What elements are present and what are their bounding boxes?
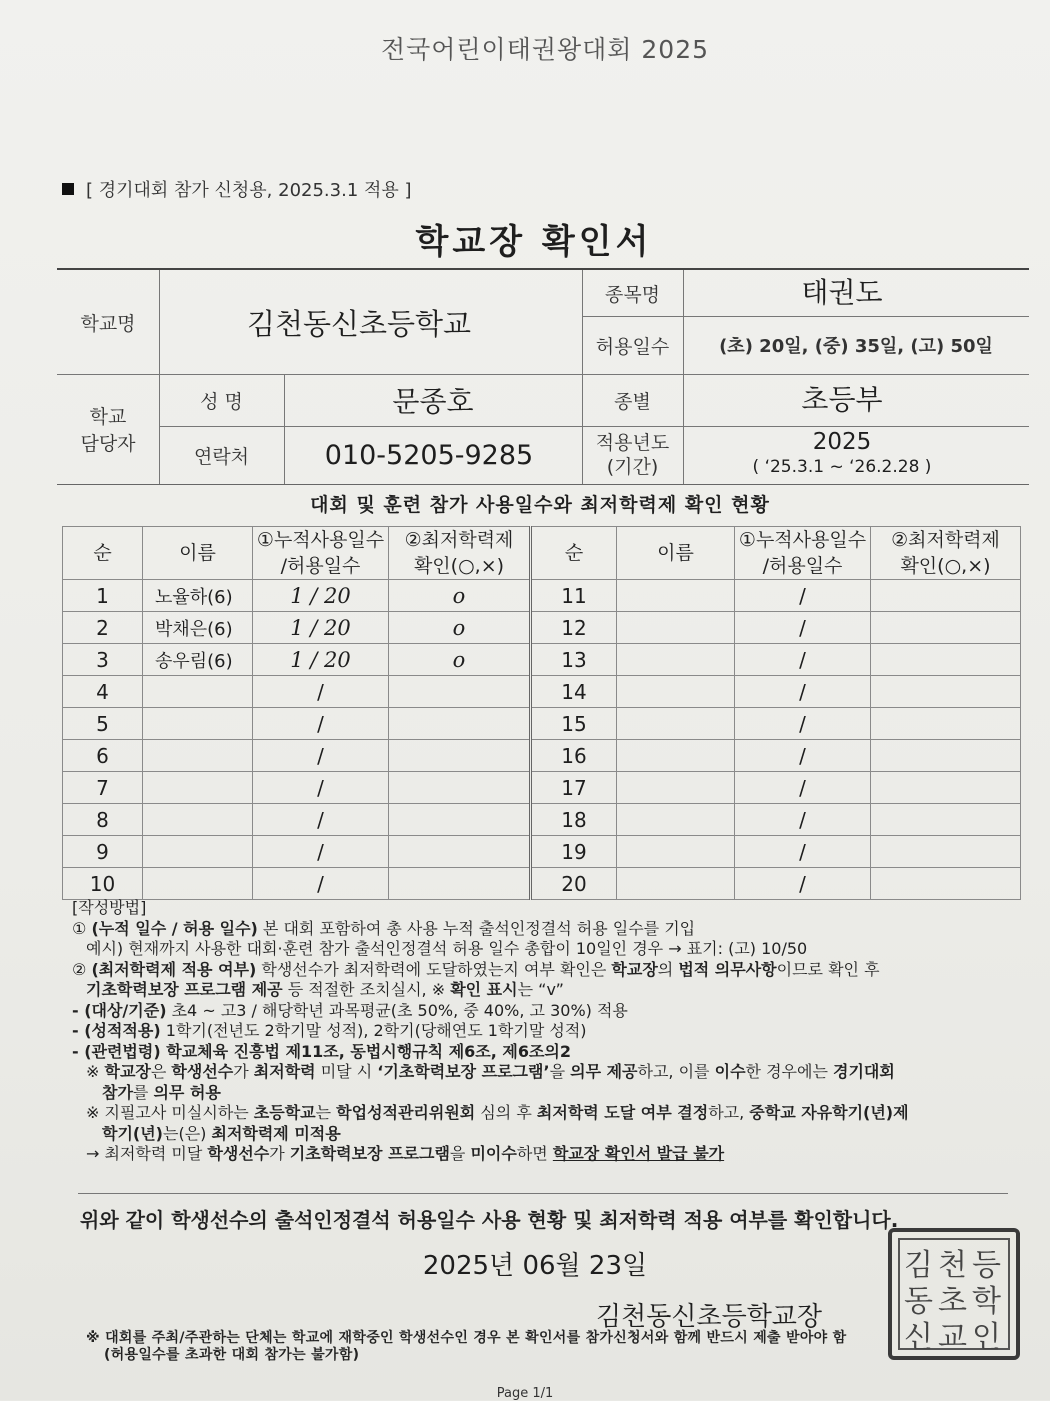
row-no: 6 bbox=[63, 740, 143, 772]
table-row bbox=[63, 740, 1021, 772]
row-no: 5 bbox=[63, 708, 143, 740]
year-label-line2: (기간) bbox=[606, 456, 659, 478]
student-name bbox=[143, 740, 253, 772]
instruction-line-5: - (대상/기준) 초4 ~ 고3 / 해당학년 과목평균(초 50%, 중 40%, 고 30%) 적용 bbox=[72, 1000, 628, 1020]
row-no: 12 bbox=[531, 612, 617, 644]
col-header-check-right bbox=[871, 527, 1021, 580]
col-header-no: 순 bbox=[63, 527, 143, 580]
allowed-days-value: (초) 20일, (중) 35일, (고) 50일 bbox=[719, 336, 993, 357]
form-note bbox=[62, 176, 412, 202]
student-name bbox=[143, 836, 253, 868]
days-used: / bbox=[735, 612, 871, 644]
instruction-line-3: ② (최저학력제 적용 여부) 학생선수가 최저학력에 도달하였는지 여부 확인은 학교장의 법적 의무사항이므로 확인 후 bbox=[72, 959, 880, 979]
academic-check: o bbox=[389, 612, 531, 644]
col-header-check bbox=[389, 527, 531, 580]
days-used: / bbox=[735, 836, 871, 868]
contact-label-line2: 담당자 bbox=[80, 433, 136, 455]
table-row bbox=[63, 644, 1021, 676]
student-name bbox=[617, 612, 735, 644]
academic-check: o bbox=[389, 644, 531, 676]
academic-check bbox=[389, 836, 531, 868]
days-used: / bbox=[735, 804, 871, 836]
seal-glyph: 김 bbox=[904, 1248, 933, 1283]
seal-glyph: 동 bbox=[904, 1284, 933, 1319]
days-used: / bbox=[253, 676, 389, 708]
academic-check bbox=[871, 676, 1021, 708]
academic-check bbox=[871, 868, 1021, 900]
days-header-line2: /허용일수 bbox=[280, 555, 361, 577]
days-used: / bbox=[735, 740, 871, 772]
col-header-days-right bbox=[735, 527, 871, 580]
table-row bbox=[63, 612, 1021, 644]
row-no: 11 bbox=[531, 580, 617, 612]
days-used: / bbox=[735, 644, 871, 676]
seal-glyph: 교 bbox=[938, 1320, 967, 1355]
seal-glyph: 등 bbox=[972, 1248, 1001, 1283]
academic-check bbox=[871, 772, 1021, 804]
instruction-line-10: ※ 지필고사 미실시하는 초등학교는 학업성적관리위원회 심의 후 최저학력 도달 여부 결정하고, 중학교 자유학기(년)제 bbox=[86, 1103, 909, 1122]
table-row bbox=[63, 804, 1021, 836]
row-no: 20 bbox=[531, 868, 617, 900]
school-name-label: 학교명 bbox=[80, 312, 136, 335]
row-no: 3 bbox=[63, 644, 143, 676]
instruction-line-1: ① (누적 일수 / 허용 일수) 본 대회 포함하여 총 사용 누적 출석인정결석 허용 일수를 기입 bbox=[72, 918, 696, 938]
table-row bbox=[63, 836, 1021, 868]
student-name bbox=[143, 708, 253, 740]
col-header-name-right: 이름 bbox=[617, 527, 735, 580]
contact-name-value: 문종호 bbox=[392, 385, 474, 418]
days-used: / bbox=[253, 772, 389, 804]
table-row bbox=[63, 868, 1021, 900]
row-no: 10 bbox=[63, 868, 143, 900]
seal-glyph: 학 bbox=[972, 1284, 1001, 1319]
academic-check bbox=[871, 836, 1021, 868]
days-used: / bbox=[253, 740, 389, 772]
academic-check bbox=[389, 676, 531, 708]
section-title: 대회 및 훈련 참가 사용일수와 최저학력제 확인 현황 bbox=[310, 494, 770, 516]
row-no: 1 bbox=[63, 580, 143, 612]
days-used: / bbox=[735, 676, 871, 708]
event-title: 전국어린이태권왕대회 2025 bbox=[380, 35, 710, 64]
table-row bbox=[63, 676, 1021, 708]
student-name bbox=[617, 836, 735, 868]
check-header-line1: ②최저학력제 bbox=[404, 529, 514, 551]
table-row bbox=[63, 708, 1021, 740]
footnote bbox=[86, 1330, 846, 1364]
student-name bbox=[617, 676, 735, 708]
days-used: / bbox=[253, 708, 389, 740]
year-label-line1: 적용년도 bbox=[595, 432, 670, 454]
student-name bbox=[617, 740, 735, 772]
col-header-days bbox=[253, 527, 389, 580]
row-no: 16 bbox=[531, 740, 617, 772]
days-used: / bbox=[253, 868, 389, 900]
table-header-row bbox=[63, 527, 1021, 580]
academic-check bbox=[871, 612, 1021, 644]
academic-check: o bbox=[389, 580, 531, 612]
instruction-line-6: - (성적적용) 1학기(전년도 2학기말 성적), 2학기(당해연도 1학기말 성적) bbox=[72, 1021, 587, 1040]
check-header-line2: 확인(○,×) bbox=[413, 555, 505, 577]
academic-check bbox=[871, 580, 1021, 612]
instruction-line-9: 참가를 의무 허용 bbox=[102, 1082, 221, 1102]
allowed-days-label: 허용일수 bbox=[595, 335, 670, 358]
row-no: 14 bbox=[531, 676, 617, 708]
form-note-text: [ 경기대회 참가 신청용, 2025.3.1 적용 ] bbox=[86, 180, 412, 201]
student-name bbox=[617, 804, 735, 836]
row-no: 9 bbox=[63, 836, 143, 868]
school-info-table bbox=[57, 268, 1029, 485]
row-no: 17 bbox=[531, 772, 617, 804]
division-value: 초등부 bbox=[801, 383, 883, 416]
days-header-line1: ①누적사용일수 bbox=[738, 529, 867, 551]
row-no: 4 bbox=[63, 676, 143, 708]
days-header-line2: /허용일수 bbox=[762, 555, 843, 577]
instruction-line-4: 기초학력보장 프로그램 제공 등 적절한 조치실시, ※ 확인 표시는 “v” bbox=[86, 980, 564, 999]
issue-date: 2025년 06월 23일 bbox=[422, 1251, 648, 1281]
year-value-text: 2025 bbox=[812, 429, 872, 455]
academic-check bbox=[389, 708, 531, 740]
contact-label-line1: 학교 bbox=[89, 406, 127, 428]
seal-glyph: 천 bbox=[938, 1248, 967, 1283]
table-row bbox=[63, 772, 1021, 804]
days-used: 1 / 20 bbox=[253, 644, 389, 676]
sport-label: 종목명 bbox=[604, 283, 661, 306]
student-name bbox=[143, 772, 253, 804]
row-no: 2 bbox=[63, 612, 143, 644]
row-no: 18 bbox=[531, 804, 617, 836]
days-used: / bbox=[253, 804, 389, 836]
school-name-value: 김천동신초등학교 bbox=[246, 306, 472, 341]
footnote-line-2: (허용일수를 초과한 대회 참가는 불가함) bbox=[104, 1347, 360, 1363]
division-label: 종별 bbox=[614, 390, 651, 413]
student-name bbox=[617, 708, 735, 740]
days-used: / bbox=[253, 836, 389, 868]
row-no: 19 bbox=[531, 836, 617, 868]
period-value-text: ( ‘25.3.1 ~ ‘26.2.28 ) bbox=[752, 457, 932, 477]
seal-glyph: 초 bbox=[938, 1284, 967, 1319]
days-used: / bbox=[735, 708, 871, 740]
student-name: 노율하(6) bbox=[143, 580, 253, 612]
instruction-line-8: ※ 학교장은 학생선수가 최저학력 미달 시 ‘기초학력보장 프로그램’을 의무 제공하고, 이를 이수한 경우에는 경기대회 bbox=[86, 1062, 895, 1081]
col-header-no-right: 순 bbox=[531, 527, 617, 580]
col-header-name: 이름 bbox=[143, 527, 253, 580]
academic-check bbox=[871, 740, 1021, 772]
student-name bbox=[617, 644, 735, 676]
square-bullet-icon bbox=[62, 183, 74, 195]
academic-check bbox=[389, 868, 531, 900]
student-name bbox=[617, 580, 735, 612]
instructions bbox=[72, 898, 1022, 1165]
academic-check bbox=[389, 772, 531, 804]
days-used: / bbox=[735, 868, 871, 900]
year-value bbox=[683, 426, 1001, 484]
contact-name-label: 성 명 bbox=[200, 390, 243, 413]
seal-glyph: 신 bbox=[904, 1320, 933, 1355]
days-used: / bbox=[735, 772, 871, 804]
student-name: 송우림(6) bbox=[143, 644, 253, 676]
divider bbox=[78, 1193, 1008, 1194]
sport-value: 태권도 bbox=[801, 276, 883, 309]
table-row bbox=[63, 580, 1021, 612]
row-no: 13 bbox=[531, 644, 617, 676]
contact-person-label bbox=[57, 374, 159, 484]
academic-check bbox=[871, 708, 1021, 740]
days-used: / bbox=[735, 580, 871, 612]
days-used: 1 / 20 bbox=[253, 612, 389, 644]
instruction-line-7: - (관련법령) 학교체육 진흥법 제11조, 동법시행규칙 제6조, 제6조의2 bbox=[72, 1041, 572, 1061]
roster-table bbox=[62, 526, 1021, 900]
instructions-title: [작성방법] bbox=[72, 898, 147, 917]
phone-value: 010-5205-9285 bbox=[324, 439, 534, 471]
academic-check bbox=[389, 804, 531, 836]
year-label bbox=[582, 426, 683, 484]
school-seal-stamp bbox=[888, 1228, 1020, 1360]
phone-label: 연락처 bbox=[193, 445, 250, 468]
instruction-line-2: 예시) 현재까지 사용한 대회·훈련 참가 출석인정결석 허용 일수 총합이 10일인 경우 → 표기: (고) 10/50 bbox=[86, 939, 808, 958]
student-name bbox=[143, 804, 253, 836]
confirmation-statement: 위와 같이 학생선수의 출석인정결석 허용일수 사용 현황 및 최저학력 적용 여부를 확인합니다. bbox=[80, 1208, 899, 1232]
signer-name: 김천동신초등학교장 bbox=[596, 1302, 823, 1332]
row-no: 8 bbox=[63, 804, 143, 836]
academic-check bbox=[871, 804, 1021, 836]
student-name: 박채은(6) bbox=[143, 612, 253, 644]
check-header-line1: ②최저학력제 bbox=[891, 529, 1000, 551]
row-no: 15 bbox=[531, 708, 617, 740]
footnote-line-1: ※ 대회를 주최/주관하는 단체는 학교에 재학중인 학생선수인 경우 본 확인서를 참가신청서와 함께 반드시 제출 받아야 함 bbox=[86, 1330, 847, 1346]
seal-glyph: 인 bbox=[972, 1320, 1001, 1355]
page-number: Page 1/1 bbox=[496, 1386, 554, 1401]
days-header-line1: ①누적사용일수 bbox=[256, 529, 385, 551]
document-title: 학교장 확인서 bbox=[415, 222, 653, 262]
row-no: 7 bbox=[63, 772, 143, 804]
academic-check bbox=[389, 740, 531, 772]
student-name bbox=[617, 772, 735, 804]
academic-check bbox=[871, 644, 1021, 676]
check-header-line2: 확인(○,×) bbox=[900, 555, 991, 577]
instruction-line-11: 학기(년)는(은) 최저학력제 미적용 bbox=[102, 1123, 341, 1143]
instruction-line-12: → 최저학력 미달 학생선수가 기초학력보장 프로그램을 미이수하면 학교장 확인서 발급 불가 bbox=[86, 1144, 725, 1163]
student-name bbox=[143, 676, 253, 708]
days-used: 1 / 20 bbox=[253, 580, 389, 612]
student-name bbox=[143, 868, 253, 900]
student-name bbox=[617, 868, 735, 900]
